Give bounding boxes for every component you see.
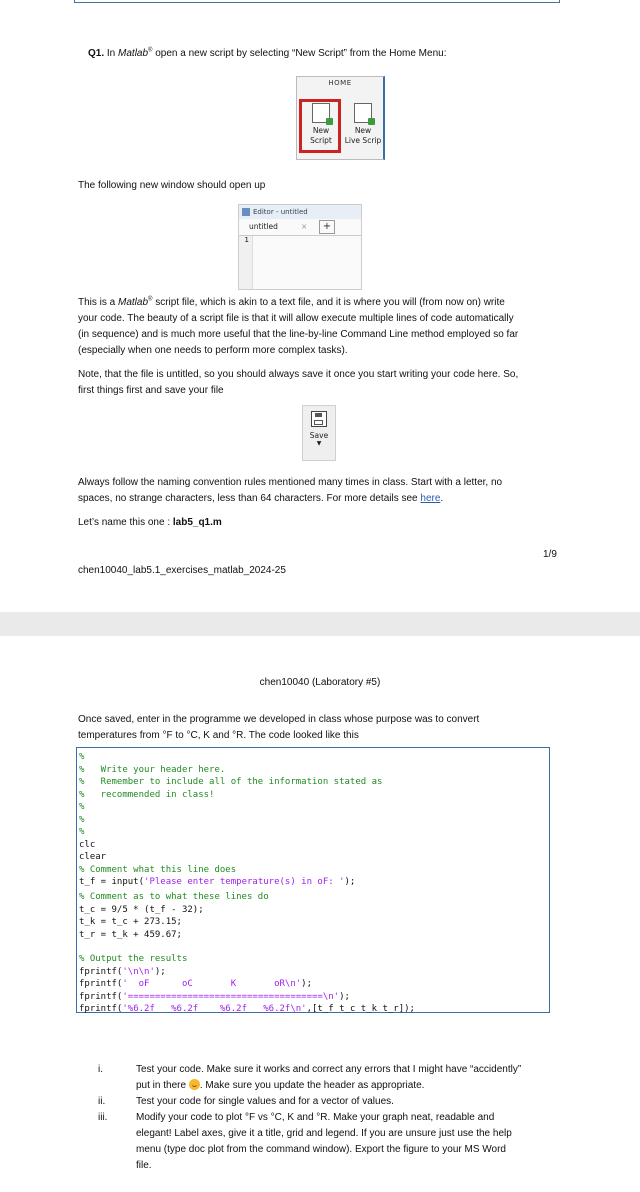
list-item — [136, 1062, 562, 1094]
page-header: chen10040 (Laboratory #5) — [259, 677, 381, 688]
editor-titlebar — [239, 205, 361, 219]
new-live-label-2: Live Scrip — [344, 136, 382, 145]
code-line: clear — [79, 852, 107, 862]
code-comment: % Comment what this line does — [79, 864, 237, 875]
page-number: 1/9 — [543, 549, 557, 560]
code-line: t_k = t_c + 273.15; — [79, 917, 182, 927]
code-comment: % — [79, 827, 85, 837]
paragraph-save-note — [78, 367, 564, 399]
save-button[interactable] — [302, 405, 336, 461]
code-string: ' oF oC K oR\n' — [122, 979, 302, 989]
code-line: t_r = t_k + 459.67; — [79, 929, 182, 940]
editor-title: Editor - untitled — [253, 208, 308, 216]
list-item-line: Test your code. Make sure it works and correct any errors that I might have “accidently” — [136, 1064, 522, 1075]
code-line: ); — [339, 991, 350, 1002]
close-icon[interactable]: × — [301, 222, 308, 231]
code-line: ); — [344, 877, 356, 887]
smiley-icon — [189, 1079, 200, 1090]
para1-line: (especially when one needs to perform more complex tasks). — [78, 345, 348, 356]
code-line: clc — [79, 839, 96, 850]
registered-mark: ® — [148, 296, 153, 303]
registered-mark: ® — [148, 47, 153, 54]
list-item-line: Test your code for single values and for a vector of values. — [136, 1096, 394, 1107]
list-number: iii. — [98, 1112, 108, 1123]
window-caption: The following new window should open up — [78, 180, 266, 191]
code-string: '%6.2f %6.2f %6.2f %6.2f\n' — [122, 1004, 307, 1014]
list-number: i. — [98, 1064, 103, 1075]
para1-text-rest: script file, which is akin to a text file, and it is where you will (from now on) write — [152, 297, 505, 308]
question-1-line — [88, 46, 446, 62]
code-string: 'Please enter temperature(s) in oF: ' — [144, 877, 345, 887]
list-item-text: put in there — [136, 1080, 189, 1091]
new-live-label-1: New — [354, 126, 372, 135]
tab-home[interactable]: HOME — [328, 79, 352, 87]
paragraph-script-file — [78, 295, 564, 359]
intro-paragraph — [78, 712, 564, 744]
para3-text: spaces, no strange characters, less than 64 characters. For more details see — [78, 493, 421, 504]
file-name-text: Let’s name this one : — [78, 517, 173, 528]
list-item-line: Modify your code to plot °F vs °C, K and °R. Make your graph neat, readable and — [136, 1112, 495, 1123]
new-script-label-2: Script — [310, 136, 332, 145]
code-line: ,[t_f t_c t_k t_r]); — [306, 1004, 415, 1014]
code-comment: % — [79, 802, 85, 812]
code-output-block — [79, 953, 415, 1016]
para1-line: your code. The beauty of a script file is that it will allow execute multiple lines of code automatically — [78, 313, 514, 324]
save-label: Save — [309, 431, 329, 440]
list-item-text: . Make sure you update the header as appropriate. — [199, 1080, 425, 1091]
list-number: ii. — [98, 1096, 106, 1107]
list-item — [136, 1094, 562, 1110]
intro-line: Once saved, enter in the programme we developed in class whose purpose was to convert — [78, 714, 480, 725]
line-gutter — [239, 236, 253, 289]
home-ribbon — [296, 76, 385, 160]
code-string: '====================================\n' — [122, 991, 340, 1002]
previous-box-edge — [74, 0, 560, 3]
matlab-word: Matlab — [118, 48, 149, 59]
list-item — [136, 1110, 562, 1174]
chevron-down-icon: ▼ — [316, 440, 322, 447]
para1-line: (in sequence) and is much more useful that the line-by-line Command Line method employed so far — [78, 329, 519, 340]
code-line: t_c = 9/5 * (t_f - 32); — [79, 904, 204, 915]
code-comment: % Write your header here. — [79, 764, 226, 775]
add-tab-button[interactable]: + — [319, 220, 335, 234]
editor-tabs — [239, 219, 361, 236]
code-header-comments — [79, 751, 382, 889]
intro-line: temperatures from °F to °C, K and °R. The code looked like this — [78, 730, 359, 741]
code-line: fprintf( — [79, 991, 123, 1002]
file-name: lab5_q1.m — [172, 517, 222, 528]
highlight-box — [299, 99, 341, 153]
editor-icon — [242, 208, 250, 216]
para1-text: This is a — [78, 297, 119, 308]
code-line: fprintf( — [79, 1004, 123, 1014]
code-line: fprintf( — [79, 979, 123, 989]
para3-line: Always follow the naming convention rules mentioned many times in class. Start with a letter, no — [78, 477, 503, 488]
question-label: Q1. — [88, 48, 105, 59]
code-comment: % Output the results — [79, 954, 188, 964]
list-item-line: menu (type doc plot from the command window). Export the figure to your MS Word — [136, 1144, 506, 1155]
new-script-label-1: New — [312, 126, 330, 135]
para3-period: . — [440, 493, 444, 504]
code-line: ); — [154, 966, 166, 977]
code-line: fprintf( — [79, 966, 123, 977]
q1-text-rest: open a new script by selecting “New Script” from the Home Menu: — [152, 48, 447, 59]
code-conversion-block — [79, 891, 269, 941]
code-line: t_f = input( — [79, 877, 145, 887]
code-comment: % — [79, 814, 85, 825]
page-footer: chen10040_lab5.1_exercises_matlab_2024-25 — [78, 565, 286, 576]
q1-text: In — [104, 48, 119, 59]
file-name-line — [78, 515, 222, 531]
new-live-script-button[interactable] — [343, 103, 383, 146]
code-listing — [76, 747, 550, 1013]
code-comment: % — [79, 752, 85, 762]
para2-line: Note, that the file is untitled, so you should always save it once you start writing your code here. So, — [78, 369, 519, 380]
here-link[interactable]: here — [420, 493, 441, 504]
new-live-script-icon — [354, 103, 372, 123]
code-comment: % Comment as to what these lines do — [79, 892, 269, 902]
paragraph-naming — [78, 475, 564, 507]
matlab-word: Matlab — [118, 297, 149, 308]
code-string: '\n\n' — [122, 966, 155, 977]
code-line: ); — [301, 979, 313, 989]
para2-line: first things first and save your file — [78, 385, 224, 396]
list-item-line: elegant! Label axes, give it a title, grid and legend. If you are unsure just use the help — [136, 1128, 512, 1139]
save-disk-icon — [311, 411, 327, 427]
code-comment: % Remember to include all of the information stated as — [79, 777, 383, 787]
list-item-line: file. — [136, 1160, 152, 1171]
line-number: 1 — [244, 236, 249, 244]
code-comment: % recommended in class! — [79, 789, 215, 800]
tab-untitled[interactable]: untitled — [249, 222, 278, 231]
editor-window — [238, 204, 362, 290]
